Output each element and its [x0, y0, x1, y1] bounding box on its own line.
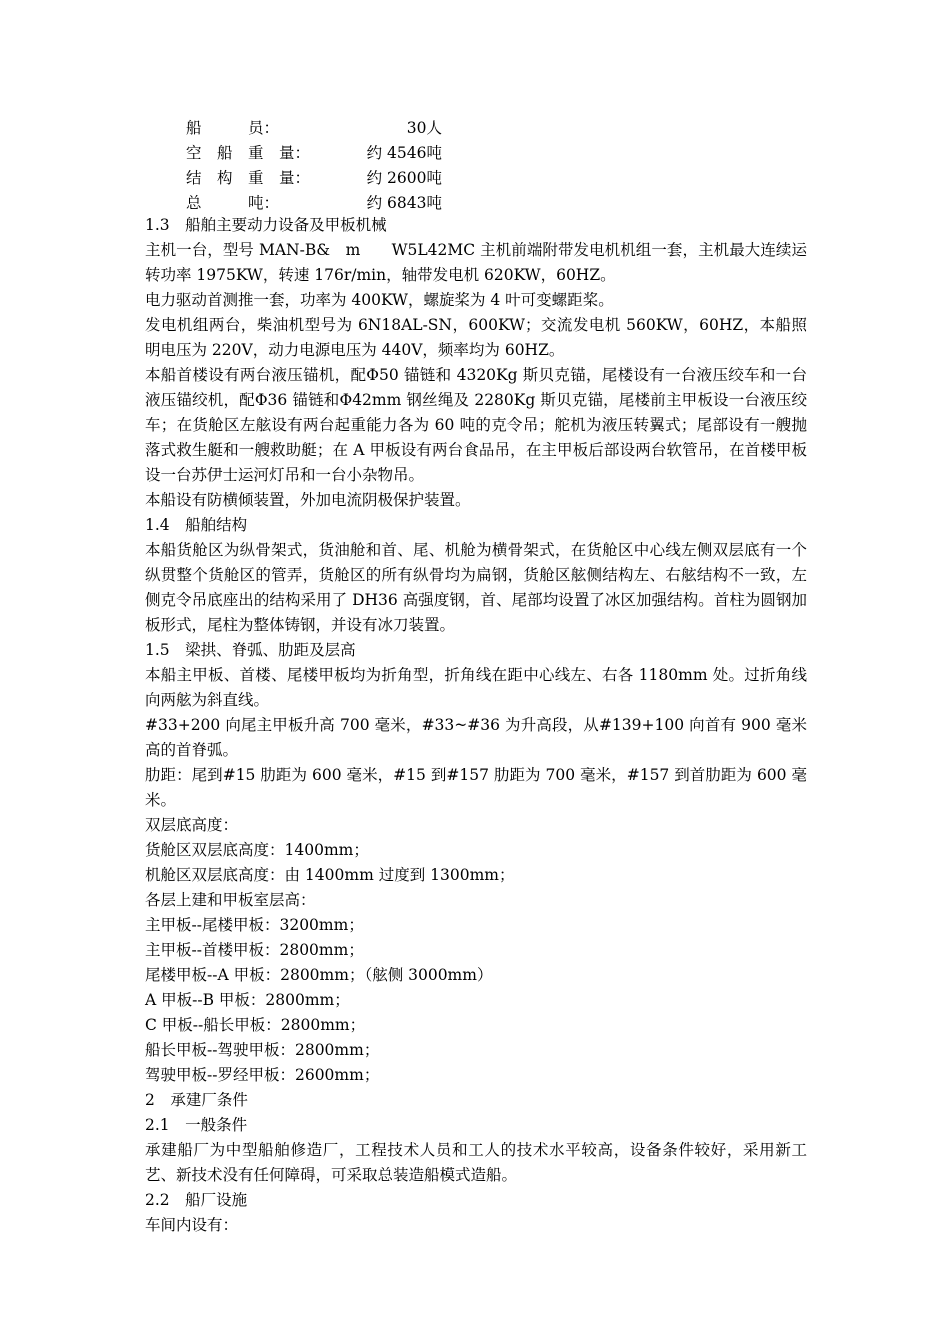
- spec-row-gross: [186, 193, 442, 213]
- spec-label: 总 吨：: [186, 194, 280, 212]
- spec-label: 结 构 重 量：: [186, 169, 311, 187]
- paragraph-deck-3: 尾楼甲板--A 甲板：2800mm；（舷侧 3000mm）: [145, 966, 493, 984]
- paragraph-structure: 本船货舱区为纵骨架式，货油舱和首、尾、机舱为横骨架式，在货舱区中心线左侧双层底有一个纵贯整个货舱区的管弄，货舱区的所有纵骨均为扁钢，货舱区舷侧结构左、右舷结构不一致，左侧克令吊底座出的结构采用了 DH36 高强度钢，首、尾部均设置了冰区加强结构。首柱为圆钢加板形式，尾柱为整体铸钢，并设有冰刀装置。: [145, 541, 807, 634]
- paragraph-deck-heights: 各层上建和甲板室层高：: [145, 891, 316, 909]
- spec-label: 空 船 重 量：: [186, 144, 311, 162]
- paragraph-cargo-db: 货舱区双层底高度：1400mm；: [145, 841, 369, 859]
- spec-row-lightship: [186, 143, 442, 163]
- spec-label: 船 员：: [186, 119, 280, 137]
- section-heading-1-3: 1.3 船舶主要动力设备及甲板机械: [145, 216, 387, 234]
- paragraph-workshop: 车间内设有：: [145, 1216, 239, 1234]
- spec-value: 约 2600吨: [366, 169, 442, 187]
- spec-value: 约 4546吨: [366, 144, 442, 162]
- paragraph-main-engine: 主机一台，型号 MAN-B& m W5L42MC 主机前端附带发电机机组一套，主机最大连续运转功率 1975KW，转速 176r/min，轴带发电机 620KW，60HZ。: [145, 241, 807, 284]
- paragraph-anti-heel: 本船设有防横倾装置，外加电流阴极保护装置。: [145, 491, 471, 509]
- paragraph-deck-1: 主甲板--尾楼甲板：3200mm；: [145, 916, 364, 934]
- paragraph-deck-machinery: 本船首楼设有两台液压锚机，配Φ50 锚链和 4320Kg 斯贝克锚，尾楼设有一台液压绞车和一台液压锚绞机，配Φ36 锚链和Φ42mm 钢丝绳及 2280Kg 斯贝克锚，尾楼前主甲板设一台液压绞车；在货舱区左舷设有两台起重能力各为 60 吨的克令吊；舵机为液压转翼式；尾部设有一艘抛落式救生艇和一艘救助艇；在 A 甲板设有两台食品吊，在主甲板后部设两台软管吊，在首楼甲板设一台苏伊士运河灯吊和一台小杂物吊。: [145, 366, 807, 484]
- paragraph-engine-db: 机舱区双层底高度：由 1400mm 过度到 1300mm；: [145, 866, 515, 884]
- paragraph-yard-general: 承建船厂为中型船舶修造厂，工程技术人员和工人的技术水平较高，设备条件较好，采用新工艺、新技术没有任何障碍，可采取总装造船模式造船。: [145, 1141, 807, 1184]
- paragraph-deck-7: 驾驶甲板--罗经甲板：2600mm；: [145, 1066, 380, 1084]
- section-heading-2-2: 2.2 船厂设施: [145, 1191, 248, 1209]
- spec-value: 30人: [406, 119, 442, 137]
- spec-row-crew: [186, 118, 442, 138]
- spec-row-structure: [186, 168, 442, 188]
- paragraph-thruster: 电力驱动首测推一套，功率为 400KW，螺旋桨为 4 叶可变螺距桨。: [145, 291, 614, 309]
- paragraph-knuckle: 本船主甲板、首楼、尾楼甲板均为折角型，折角线在距中心线左、右各 1180mm 处。过折角线向两舷为斜直线。: [145, 666, 807, 709]
- section-heading-1-4: 1.4 船舶结构: [145, 516, 248, 534]
- paragraph-deck-2: 主甲板--首楼甲板：2800mm；: [145, 941, 364, 959]
- paragraph-generators: 发电机组两台，柴油机型号为 6N18AL-SN，600KW；交流发电机 560KW，60HZ，本船照明电压为 220V，动力电源电压为 440V，频率均为 60HZ。: [145, 316, 807, 359]
- paragraph-deck-4: A 甲板--B 甲板：2800mm；: [145, 991, 350, 1009]
- spec-value: 约 6843吨: [366, 194, 442, 212]
- paragraph-deck-6: 船长甲板--驾驶甲板：2800mm；: [145, 1041, 380, 1059]
- paragraph-frame-spacing: 肋距：尾到#15 肋距为 600 毫米，#15 到#157 肋距为 700 毫米，#157 到首肋距为 600 毫米。: [145, 766, 807, 809]
- section-heading-2-1: 2.1 一般条件: [145, 1116, 248, 1134]
- paragraph-sheer: #33+200 向尾主甲板升高 700 毫米，#33~#36 为升高段，从#139+100 向首有 900 毫米高的首脊弧。: [145, 716, 807, 759]
- body-text: [145, 213, 807, 1238]
- section-heading-2: 2 承建厂条件: [145, 1091, 248, 1109]
- paragraph-double-bottom: 双层底高度：: [145, 816, 239, 834]
- section-heading-1-5: 1.5 梁拱、脊弧、肋距及层高: [145, 641, 356, 659]
- paragraph-deck-5: C 甲板--船长甲板：2800mm；: [145, 1016, 366, 1034]
